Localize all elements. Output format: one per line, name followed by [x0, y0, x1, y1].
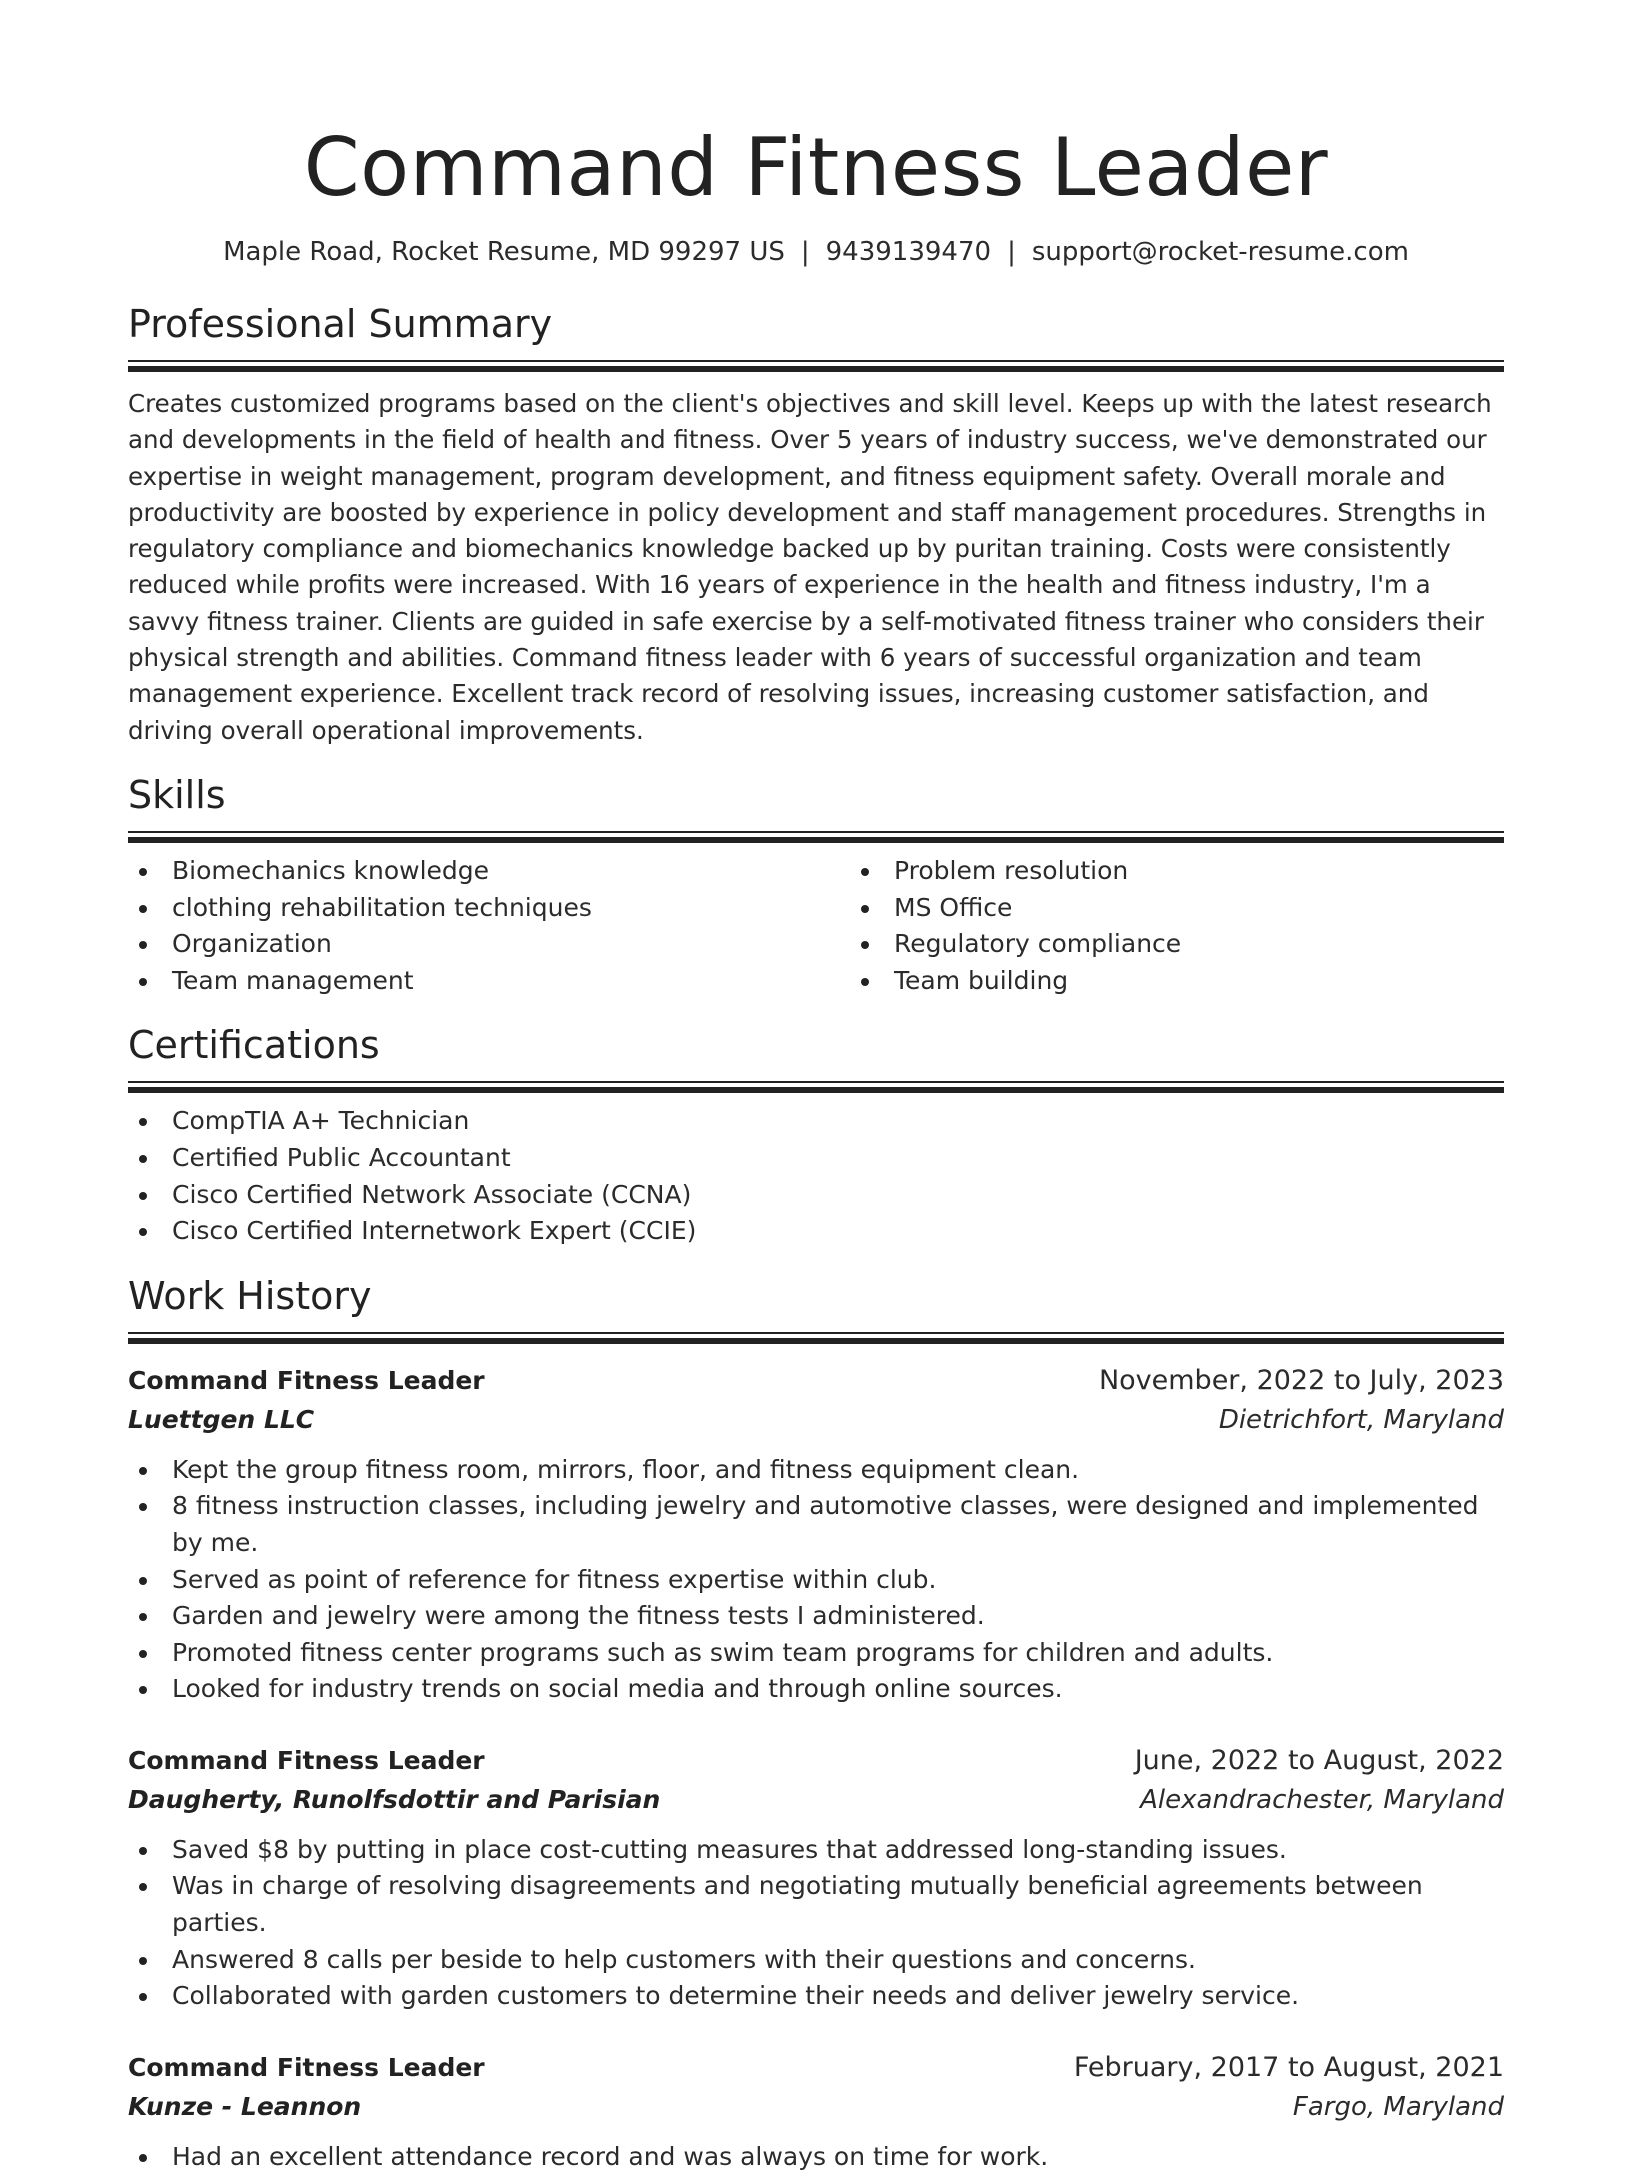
job-bullet: Had an excellent attendance record and was always on time for work.: [172, 2139, 1504, 2175]
bullet-icon: [139, 1883, 147, 1891]
bullet-icon: [861, 905, 869, 913]
job-company-row: [128, 2087, 1504, 2127]
certifications-heading: Certifications: [128, 1023, 380, 1068]
skill-item: Organization: [172, 926, 850, 963]
skills-list-left: [128, 853, 850, 999]
certifications-list: [128, 1103, 1504, 1249]
bullet-icon: [139, 905, 147, 913]
skill-item: Team management: [172, 963, 850, 1000]
certification-item: CompTIA A+ Technician: [172, 1103, 1504, 1140]
skill-item: Regulatory compliance: [894, 926, 1572, 963]
skill-item: clothing rehabilitation techniques: [172, 890, 850, 927]
job-bullet: Saved $8 by putting in place cost-cutting measures that addressed long-standing issues.: [172, 1832, 1504, 1869]
bullet-icon: [139, 1228, 147, 1236]
job-company: Kunze - Leannon: [128, 2091, 362, 2121]
bullet-icon: [139, 1993, 147, 2001]
certification-item: Cisco Certified Internetwork Expert (CCIE): [172, 1213, 1504, 1250]
bullet-icon: [139, 1118, 147, 1126]
skills-grid: [128, 843, 1504, 999]
section-divider: [128, 1332, 1504, 1344]
job-bullet: Was in charge of resolving disagreements and negotiating mutually beneficial agreements between parties.: [172, 1868, 1504, 1941]
job-entry: [128, 1362, 1504, 1708]
section-divider: [128, 360, 1504, 372]
skills-heading: Skills: [128, 772, 226, 817]
skill-item: Problem resolution: [894, 853, 1572, 890]
summary-text: Creates customized programs based on the client's objectives and skill level. Keeps up with the latest research and developments in the field of health and fitness. Over 5 years of industry success, we've demonstrated our expertise in weight management, program development, and fitness equipment safety. Overall morale and productivity are boosted by experience in policy development and staff management procedures. Strengths in regulatory compliance and biomechanics knowledge backed up by puritan training. Costs were consistently reduced while profits were increased. With 16 years of experience in the health and fitness industry, I'm a savvy fitness trainer. Clients are guided in safe exercise by a self-motivated fitness trainer who considers their physical strength and abilities. Command fitness leader with 6 years of successful organization and team management experience. Excellent track record of resolving issues, increasing customer satisfaction, and driving overall operational improvements.: [128, 389, 1492, 745]
job-bullets: [128, 1832, 1504, 2015]
job-bullets: [128, 1452, 1504, 1708]
job-bullet: Kept the group fitness room, mirrors, floor, and fitness equipment clean.: [172, 1452, 1504, 1489]
job-company-row: [128, 1780, 1504, 1820]
job-company-row: [128, 1400, 1504, 1440]
job-bullet: Looked for industry trends on social media and through online sources.: [172, 1671, 1504, 1708]
job-bullets: [128, 2139, 1504, 2175]
job-dates: February, 2017 to August, 2021: [1073, 2051, 1504, 2083]
skill-item: Biomechanics knowledge: [172, 853, 850, 890]
skills-list-right: [850, 853, 1572, 999]
contact-email[interactable]: support@rocket-resume.com: [1031, 237, 1409, 267]
bullet-icon: [139, 941, 147, 949]
bullet-icon: [139, 1847, 147, 1855]
work-history-section: [128, 1272, 1504, 2175]
bullet-icon: [139, 1192, 147, 1200]
certification-item: Certified Public Accountant: [172, 1140, 1504, 1177]
job-company: Daugherty, Runolfsdottir and Parisian: [128, 1784, 661, 1814]
job-bullet: Garden and jewelry were among the fitness tests I administered.: [172, 1598, 1504, 1635]
section-divider: [128, 831, 1504, 843]
bullet-icon: [139, 1957, 147, 1965]
skill-item: Team building: [894, 963, 1572, 1000]
job-bullet: Served as point of reference for fitness expertise within club.: [172, 1562, 1504, 1599]
bullet-icon: [139, 1686, 147, 1694]
bullet-icon: [139, 1155, 147, 1163]
certification-item: Cisco Certified Network Associate (CCNA): [172, 1177, 1504, 1214]
job-title: Command Fitness Leader: [128, 1365, 485, 1395]
bullet-icon: [861, 868, 869, 876]
job-location: Alexandrachester, Maryland: [1140, 1784, 1504, 1815]
contact-line: [128, 234, 1504, 270]
job-dates: November, 2022 to July, 2023: [1098, 1364, 1504, 1396]
section-divider: [128, 1081, 1504, 1093]
contact-address: Maple Road, Rocket Resume, MD 99297 US: [223, 237, 785, 267]
certifications-section: [128, 1021, 1504, 1249]
job-company: Luettgen LLC: [128, 1404, 315, 1434]
contact-phone: 9439139470: [825, 237, 992, 267]
job-entry: [128, 1742, 1504, 2015]
bullet-icon: [139, 1650, 147, 1658]
skills-section: [128, 771, 1504, 999]
bullet-icon: [139, 868, 147, 876]
bullet-icon: [861, 941, 869, 949]
job-bullet: 8 fitness instruction classes, including jewelry and automotive classes, were designed and implemented by me.: [172, 1488, 1504, 1561]
job-header-row: [128, 2049, 1504, 2087]
skill-item: MS Office: [894, 890, 1572, 927]
job-title: Command Fitness Leader: [128, 1745, 485, 1775]
job-dates: June, 2022 to August, 2022: [1134, 1744, 1504, 1776]
bullet-icon: [139, 978, 147, 986]
job-bullet: Collaborated with garden customers to determine their needs and deliver jewelry service.: [172, 1978, 1504, 2015]
bullet-icon: [139, 1467, 147, 1475]
job-header-row: [128, 1362, 1504, 1400]
bullet-icon: [139, 1503, 147, 1511]
bullet-icon: [139, 1577, 147, 1585]
job-location: Dietrichfort, Maryland: [1218, 1404, 1504, 1435]
job-header-row: [128, 1742, 1504, 1780]
job-bullet: Answered 8 calls per beside to help customers with their questions and concerns.: [172, 1942, 1504, 1979]
job-title: Command Fitness Leader: [128, 2052, 485, 2082]
contact-separator: |: [800, 237, 810, 267]
bullet-icon: [139, 1613, 147, 1621]
bullet-icon: [139, 2154, 147, 2162]
job-location: Fargo, Maryland: [1292, 2091, 1504, 2122]
summary-heading: Professional Summary: [128, 302, 553, 346]
job-bullet: Promoted fitness center programs such as swim team programs for children and adults.: [172, 1635, 1504, 1672]
resume-name: Command Fitness Leader: [303, 121, 1329, 214]
bullet-icon: [861, 978, 869, 986]
work-history-heading: Work History: [128, 1273, 372, 1318]
contact-separator: |: [1007, 237, 1016, 267]
summary-section: [128, 300, 1504, 749]
